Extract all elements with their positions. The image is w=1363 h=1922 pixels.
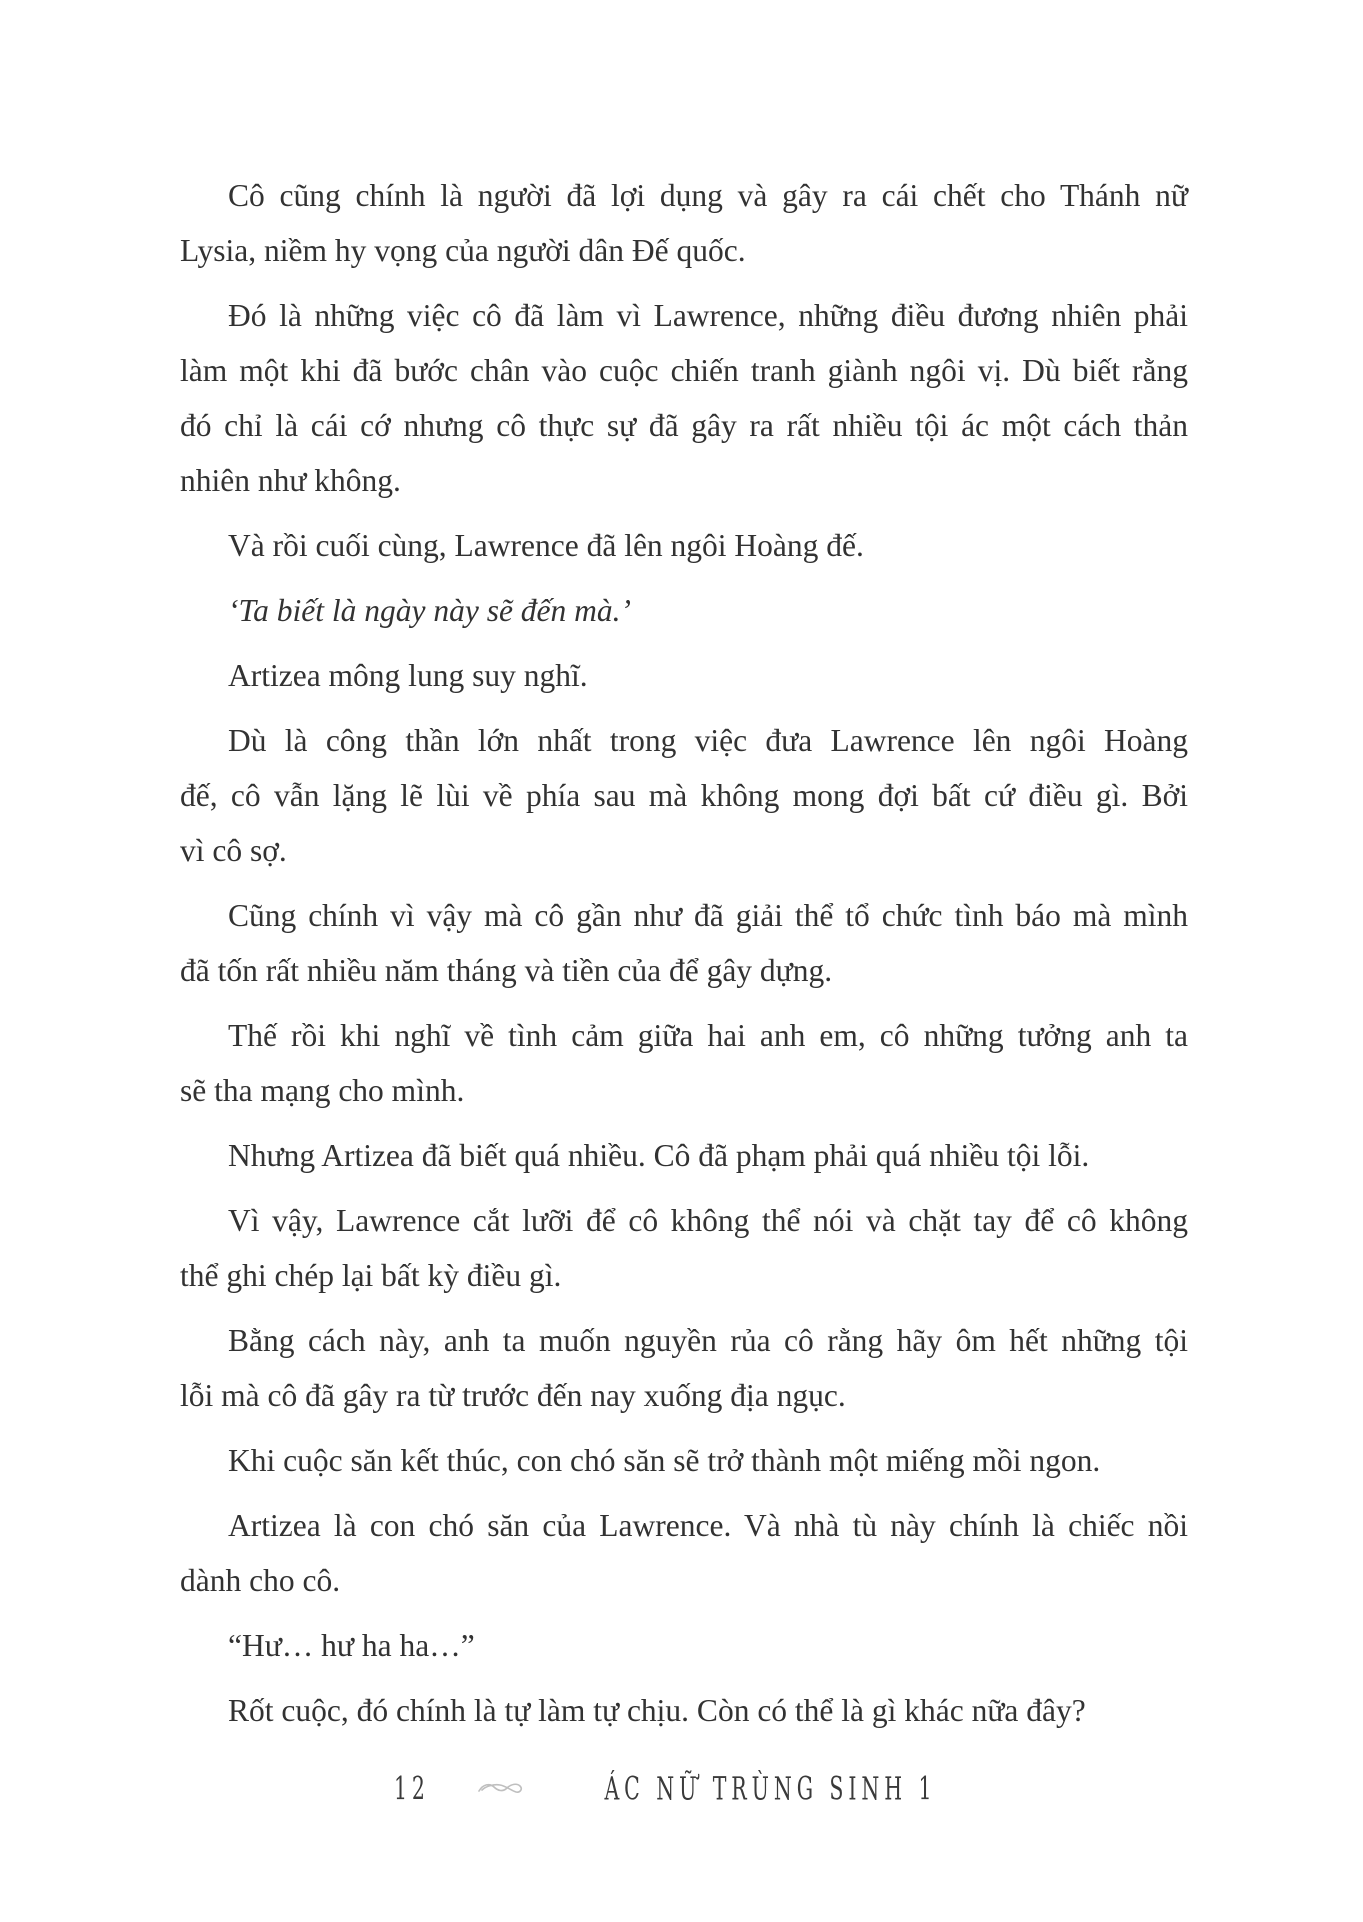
text-line: đã tốn rất nhiều năm tháng và tiền của để gây dựng. [180,953,833,988]
text-line: Cô cũng chính là người đã lợi dụng và gây ra cái chết cho Thánh nữ [228,178,1188,213]
text-line: Thế rồi khi nghĩ về tình cảm giữa hai anh em, cô những tưởng anh ta [228,1018,1188,1053]
paragraph [180,648,1188,703]
text-line: Khi cuộc săn kết thúc, con chó săn sẽ trở thành một miếng mồi ngon. [228,1443,1101,1478]
text-line: nhiên như không. [180,463,401,498]
text-line: sẽ tha mạng cho mình. [180,1073,465,1108]
page-footer [0,1766,1363,1810]
paragraph [180,288,1188,508]
text-line: Dù là công thần lớn nhất trong việc đưa Lawrence lên ngôi Hoàng [228,723,1188,758]
text-line: ‘Ta biết là ngày này sẽ đến mà.’ [228,593,632,628]
text-line: Nhưng Artizea đã biết quá nhiều. Cô đã phạm phải quá nhiều tội lỗi. [228,1138,1090,1173]
paragraph [180,713,1188,878]
paragraph [180,1498,1188,1608]
paragraph [180,1128,1188,1183]
text-block [180,168,1188,1748]
page-number: 12 [394,1769,430,1807]
text-line: Vì vậy, Lawrence cắt lưỡi để cô không thể nói và chặt tay để cô không [228,1203,1188,1238]
text-line: dành cho cô. [180,1563,341,1598]
text-line: Artizea mông lung suy nghĩ. [228,658,588,693]
text-line: Bằng cách này, anh ta muốn nguyền rủa cô rằng hãy ôm hết những tội [228,1323,1188,1358]
text-line: làm một khi đã bước chân vào cuộc chiến tranh giành ngôi vị. Dù biết rằng [180,353,1188,388]
paragraph [180,168,1188,278]
paragraph [180,888,1188,998]
text-line: Artizea là con chó săn của Lawrence. Và nhà tù này chính là chiếc nồi [228,1508,1188,1543]
paragraph [180,1683,1188,1738]
book-title: ÁC NỮ TRÙNG SINH 1 [604,1769,937,1807]
paragraph [180,1008,1188,1118]
paragraph [180,1193,1188,1303]
text-line: Rốt cuộc, đó chính là tự làm tự chịu. Còn có thể là gì khác nữa đây? [228,1693,1086,1728]
paragraph [180,1433,1188,1488]
text-line: vì cô sợ. [180,833,287,868]
text-line: đế, cô vẫn lặng lẽ lùi về phía sau mà không mong đợi bất cứ điều gì. Bởi [180,778,1188,813]
text-line: Và rồi cuối cùng, Lawrence đã lên ngôi Hoàng đế. [228,528,864,563]
paragraph [180,518,1188,573]
text-line: Lysia, niềm hy vọng của người dân Đế quốc. [180,233,746,268]
infinity-swash-icon [476,1777,526,1799]
text-line: lỗi mà cô đã gây ra từ trước đến nay xuống địa ngục. [180,1378,846,1413]
paragraph-italic-quote [180,583,1188,638]
paragraph [180,1618,1188,1673]
text-line: thể ghi chép lại bất kỳ điều gì. [180,1258,562,1293]
text-line: “Hư… hư ha ha…” [228,1628,475,1663]
text-line: Cũng chính vì vậy mà cô gần như đã giải thể tổ chức tình báo mà mình [228,898,1188,933]
text-line: Đó là những việc cô đã làm vì Lawrence, những điều đương nhiên phải [228,298,1188,333]
paragraph [180,1313,1188,1423]
text-line: đó chỉ là cái cớ nhưng cô thực sự đã gây ra rất nhiều tội ác một cách thản [180,408,1188,443]
